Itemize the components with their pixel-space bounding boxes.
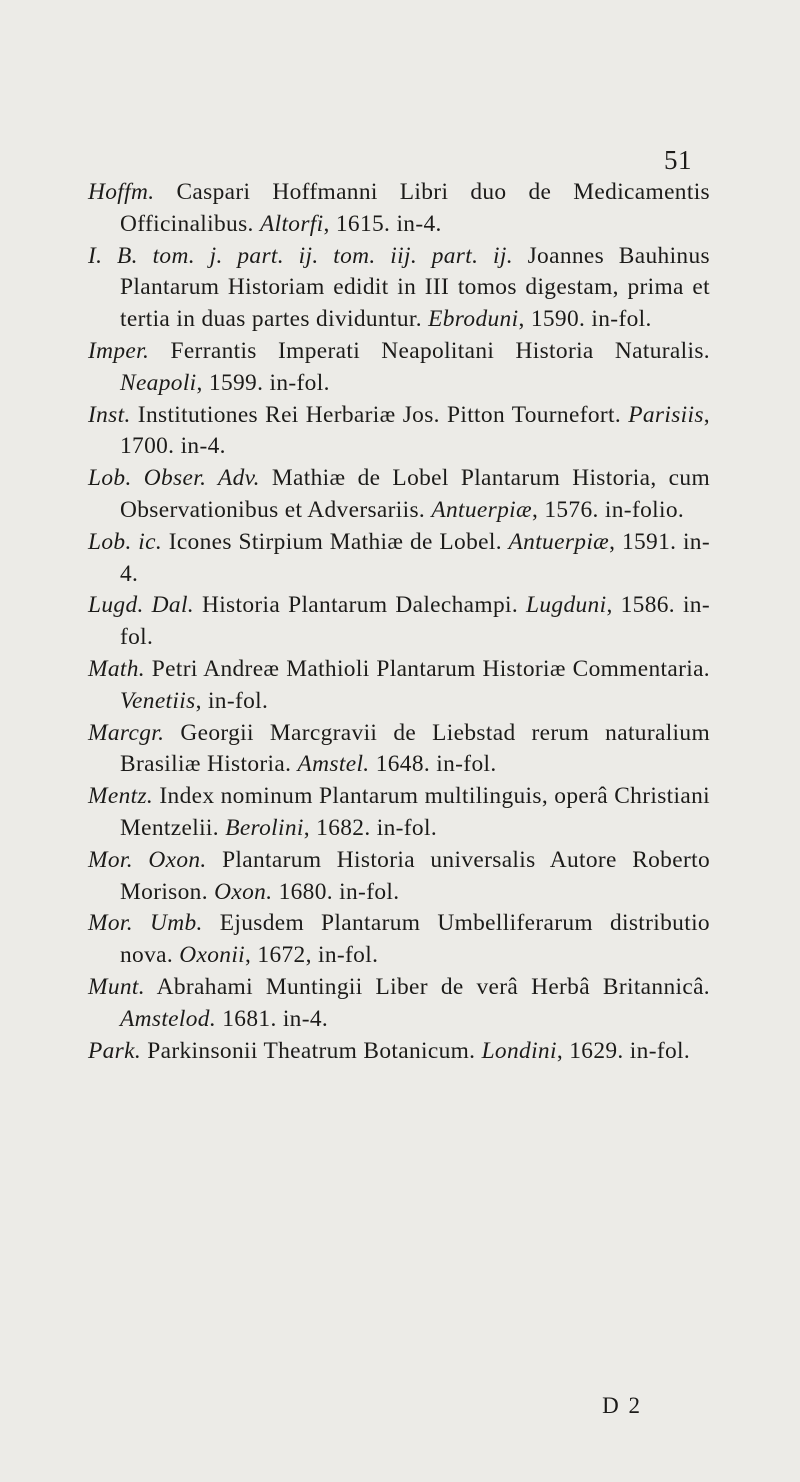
signature-mark: D 2 <box>602 1393 642 1418</box>
entry-text: Parkinsonii Theatrum Botanicum. <box>141 1037 482 1064</box>
entry-tail: , 1672, in-fol. <box>245 942 379 969</box>
entry-abbreviation: Imper. <box>88 337 150 364</box>
entry-place: Parisiis <box>628 401 704 428</box>
entry-abbreviation: Hoffm. <box>88 179 155 205</box>
bibliography-entry <box>88 463 710 527</box>
entry-text: Mathiæ de Lobel Plantarum Historia, cum Observationibus et Adversariis. <box>120 465 710 523</box>
entry-abbreviation: Marcgr. <box>88 719 165 746</box>
entry-abbreviation: Mentz. <box>88 783 154 810</box>
bibliography-entry <box>88 908 710 972</box>
bibliography-entry <box>88 1036 710 1068</box>
entry-text: Ferrantis Imperati Neapolitani Historia Naturalis. <box>149 337 710 364</box>
entry-abbreviation: Munt. <box>88 973 145 1000</box>
entry-place: Altorfi <box>259 210 324 237</box>
entry-text: Georgii Marcgravii de Liebstad rerum naturalium Brasiliæ Historia. <box>120 719 710 778</box>
bibliography-entry <box>88 781 710 845</box>
entry-abbreviation: Mor. Umb. <box>88 910 203 937</box>
entry-tail: 1648. in-fol. <box>369 751 497 778</box>
entry-abbreviation: Mor. Oxon. <box>88 846 207 873</box>
entry-text: Petri Andreæ Mathioli Plantarum Historiæ Commentaria. <box>144 655 710 682</box>
entry-text: Institutiones Rei Herbariæ Jos. Pitton Tournefort. <box>130 401 629 428</box>
bibliography-entry <box>88 972 710 1036</box>
bibliography-entry <box>88 718 710 782</box>
bibliography-entry <box>88 241 710 336</box>
bibliography-entry <box>88 654 710 718</box>
entry-abbreviation: Lugd. Dal. <box>88 592 194 619</box>
bibliography-list <box>88 177 710 1067</box>
entry-tail: , 1576. in-folio. <box>531 496 685 523</box>
entry-place: Antuerpiæ <box>431 496 532 523</box>
bibliography-entry <box>88 590 710 654</box>
entry-tail: , in-fol. <box>195 687 269 714</box>
entry-tail: , 1629. in-fol. <box>556 1037 691 1064</box>
entry-tail: , 1682. in-fol. <box>303 814 438 841</box>
bibliography-entry <box>88 177 710 241</box>
entry-text: Index nominum Plantarum multilinguis, operâ Christiani Mentzelii. <box>120 783 710 841</box>
entry-text: Plantarum Historia universalis Autore Roberto Morison. <box>120 846 710 905</box>
entry-place: Lugduni <box>526 592 607 619</box>
entry-abbreviation: Park. <box>88 1037 142 1064</box>
bibliography-entry <box>88 400 710 464</box>
bibliography-entry <box>88 845 710 909</box>
entry-tail: , 1599. in-fol. <box>196 369 330 396</box>
entry-text: Historia Plantarum Dalechampi. <box>194 592 527 619</box>
entry-place: Antuerpiæ <box>508 528 610 555</box>
entry-place: Venetiis <box>120 687 196 714</box>
entry-place: Neapoli <box>120 369 197 396</box>
entry-tail: , 1586. in-fol. <box>120 592 710 651</box>
entry-text: Joannes Bauhinus Plantarum Historiam edidit in III tomos digestam, prima et tertia in duas partes dividuntur. <box>120 242 710 333</box>
entry-tail: , 1591. in-4. <box>120 528 710 587</box>
entry-abbreviation: Math. <box>88 655 145 682</box>
bibliography-entry <box>88 336 710 400</box>
entry-place: Londini <box>481 1037 557 1064</box>
entry-tail: , 1590. in-fol. <box>518 306 652 333</box>
entry-text: Abrahami Muntingii Liber de verâ Herbâ Britannicâ. <box>144 973 710 1000</box>
entry-tail: , 1700. in-4. <box>120 401 710 460</box>
entry-abbreviation: Lob. ic. <box>88 528 163 555</box>
entry-text: Icones Stirpium Mathiæ de Lobel. <box>162 528 509 555</box>
entry-tail: , 1615. in-4. <box>323 210 442 237</box>
entry-tail: 1680. in-fol. <box>272 878 400 905</box>
page-number: 51 <box>664 145 692 175</box>
entry-place: Oxonii <box>179 942 246 969</box>
entry-place: Amstelod. <box>120 1005 217 1032</box>
entry-abbreviation: I. B. tom. j. part. ij. tom. iij. part. ij. <box>88 242 513 269</box>
entry-tail: 1681. in-4. <box>216 1005 329 1032</box>
entry-place: Amstel. <box>297 751 370 778</box>
entry-text: Ejusdem Plantarum Umbelliferarum distributio nova. <box>120 910 710 969</box>
entry-abbreviation: Lob. Obser. Adv. <box>88 465 260 492</box>
entry-text: Caspari Hoffmanni Libri duo de Medicamentis Officinalibus. <box>120 179 710 237</box>
bibliography-entry <box>88 527 710 591</box>
entry-abbreviation: Inst. <box>88 401 131 428</box>
entry-place: Berolini <box>225 814 304 841</box>
entry-place: Ebroduni <box>428 306 519 333</box>
entry-place: Oxon. <box>214 878 273 905</box>
